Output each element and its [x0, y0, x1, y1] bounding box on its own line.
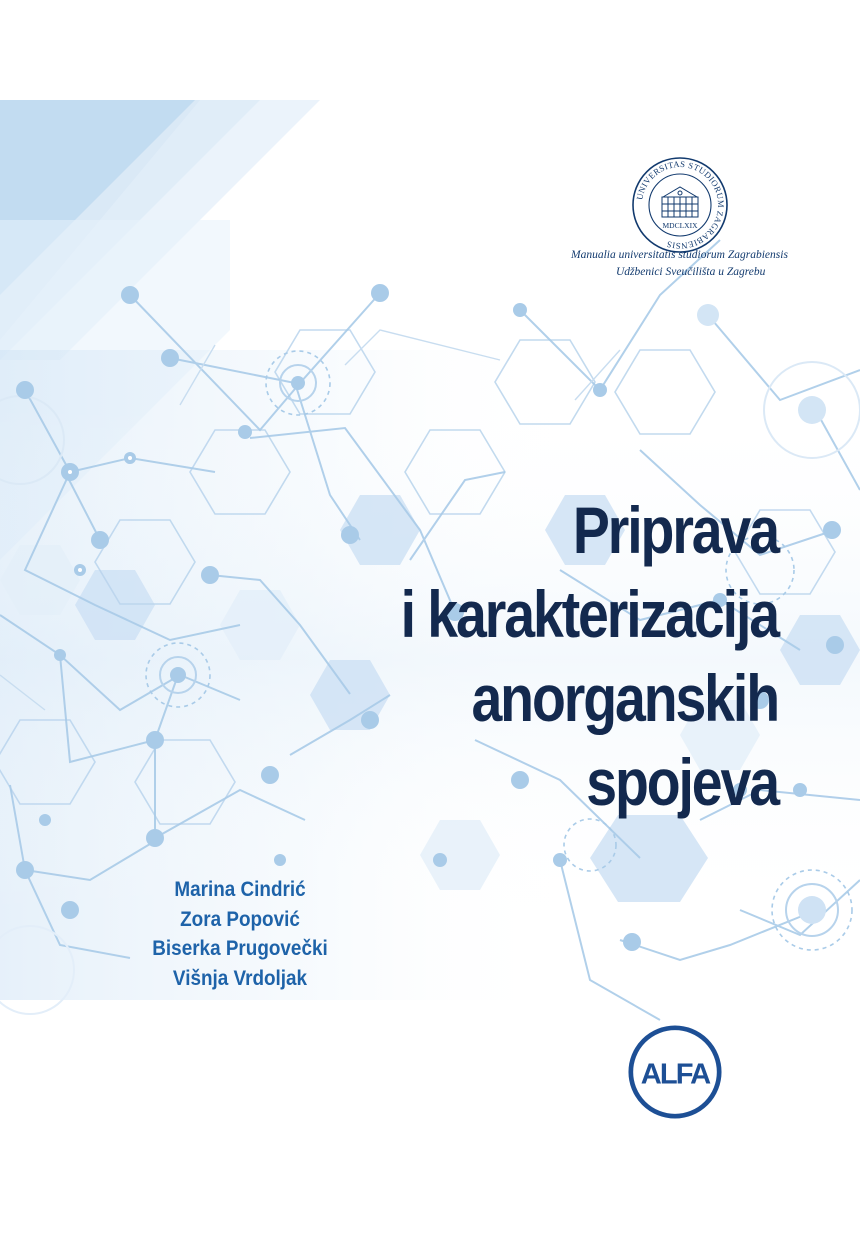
series-title-latin: Manualia universitatis studiorum Zagrabiensis — [571, 249, 788, 261]
title-line: spojeva — [586, 745, 778, 819]
author-name: Višnja Vrdoljak — [172, 966, 308, 990]
author-name: Biserka Prugovečki — [152, 937, 328, 960]
title-line: Priprava — [572, 493, 778, 567]
author-list — [105, 875, 375, 993]
title-line: anorganskih — [471, 661, 778, 735]
alfa-logo-text: ALFA — [640, 1058, 710, 1091]
seal-year-text: MDCLXIX — [662, 221, 698, 230]
series-title-croatian: Udžbenici Sveučilišta u Zagrebu — [616, 266, 766, 278]
book-title — [158, 488, 778, 824]
author-name: Marina Cindrić — [174, 878, 306, 901]
university-seal-icon — [630, 155, 730, 255]
seal-ring-text: UNIVERSITAS STUDIORUM ZAGRABIENSIS — [634, 158, 727, 252]
book-cover — [0, 100, 860, 1150]
title-line: i karakterizacija — [400, 577, 778, 651]
alfa-publisher-logo-icon — [628, 1025, 722, 1119]
author-name: Zora Popović — [180, 907, 300, 931]
